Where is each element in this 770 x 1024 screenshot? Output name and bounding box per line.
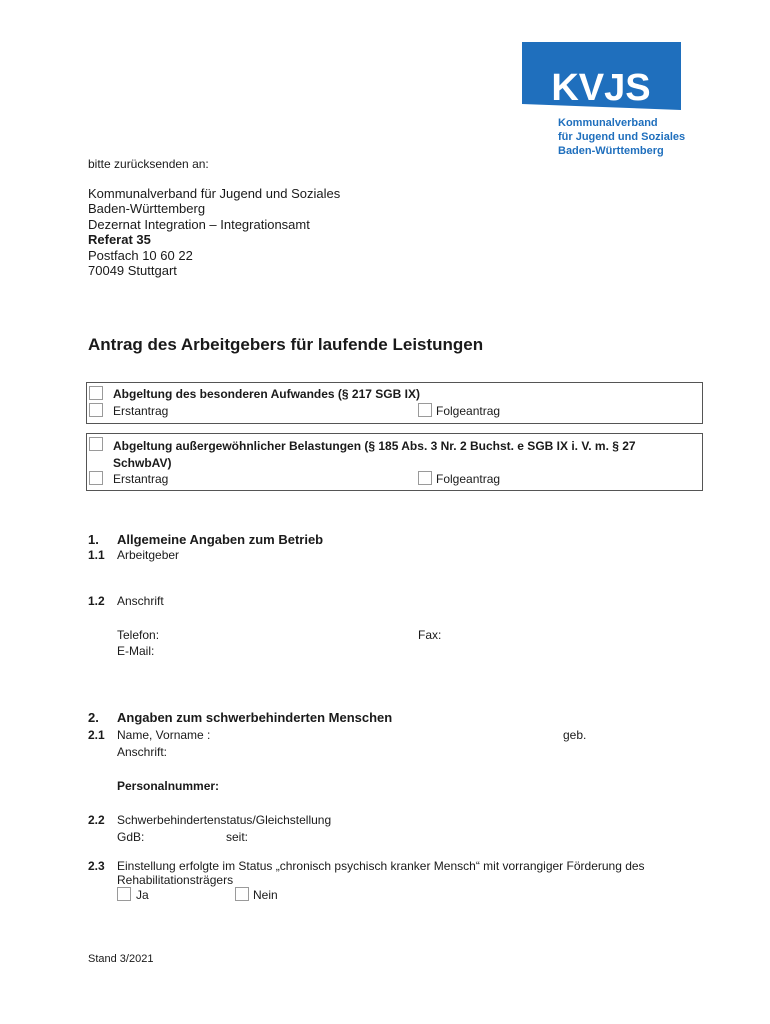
- personalnummer-label: Personalnummer:: [117, 779, 220, 793]
- address-line-3: Dezernat Integration – Integrationsamt: [88, 216, 310, 232]
- box2-folgeantrag-label: Folgeantrag: [436, 472, 501, 486]
- logo-line-2: für Jugend und Soziales: [558, 131, 686, 143]
- kvjs-logo-mark: [522, 42, 681, 110]
- address-line-6: 70049 Stuttgart: [88, 263, 177, 279]
- checkbox-ja[interactable]: [117, 887, 131, 901]
- seit-label: seit:: [226, 830, 249, 844]
- checkbox-box1-erstantrag[interactable]: [89, 403, 103, 417]
- einstellung-text-line-1: Einstellung erfolgte im Status „chronisch psychisch kranker Mensch“ mit vorrangiger Förderung des: [117, 859, 645, 873]
- address-line-1: Kommunalverband für Jugend und Soziales: [88, 186, 341, 201]
- checkbox-box2-erstantrag[interactable]: [89, 471, 103, 485]
- recipient-address: [88, 186, 488, 278]
- box1-folgeantrag-label: Folgeantrag: [436, 404, 501, 418]
- address-line-2: Baden-Württemberg: [88, 201, 206, 217]
- logo-wordmark: [558, 116, 758, 158]
- section-2-number: 2.: [88, 710, 99, 725]
- subsection-2-3-number: 2.3: [88, 859, 105, 873]
- anschrift-label: Anschrift: [117, 594, 164, 608]
- person-anschrift-label: Anschrift:: [117, 745, 168, 759]
- subsection-1-1-number: 1.1: [88, 548, 105, 562]
- page-title: Antrag des Arbeitgebers für laufende Leistungen: [88, 335, 484, 354]
- box2-erstantrag-label: Erstantrag: [113, 472, 169, 486]
- kvjs-logo: [522, 42, 681, 110]
- section-2-title: Angaben zum schwerbehinderten Menschen: [117, 710, 393, 725]
- nein-label: Nein: [253, 888, 278, 902]
- subsection-1-2-number: 1.2: [88, 594, 105, 608]
- return-label: bitte zurücksenden an:: [88, 157, 209, 171]
- ja-label: Ja: [136, 888, 149, 902]
- section-1-title: Allgemeine Angaben zum Betrieb: [117, 532, 324, 547]
- section-1-number: 1.: [88, 532, 99, 547]
- logo-mark-text: KVJS: [551, 67, 651, 109]
- name-vorname-label: Name, Vorname :: [117, 728, 211, 742]
- footer-version: Stand 3/2021: [88, 953, 154, 965]
- einstellung-text-line-2: Rehabilitationsträgers: [117, 873, 234, 887]
- geb-label: geb.: [563, 728, 587, 742]
- box2-heading-line-1: Abgeltung außergewöhnlicher Belastungen (§ 185 Abs. 3 Nr. 2 Buchst. e SGB IX i. V. m. § 27: [113, 439, 636, 453]
- logo-line-1: Kommunalverband: [558, 117, 658, 129]
- box1-erstantrag-label: Erstantrag: [113, 404, 169, 418]
- checkbox-box2-folgeantrag[interactable]: [418, 471, 432, 485]
- address-line-4: Referat 35: [88, 232, 151, 248]
- fax-label: Fax:: [418, 628, 442, 642]
- arbeitgeber-label: Arbeitgeber: [117, 548, 180, 562]
- gdb-label: GdB:: [117, 830, 145, 844]
- checkbox-nein[interactable]: [235, 887, 249, 901]
- telefon-label: Telefon:: [117, 628, 160, 642]
- checkbox-abgeltung-217[interactable]: [89, 386, 103, 400]
- subsection-2-1-number: 2.1: [88, 728, 105, 742]
- subsection-2-2-number: 2.2: [88, 813, 105, 827]
- schwerbehindertenstatus-label: Schwerbehindertenstatus/Gleichstellung: [117, 813, 332, 827]
- box2-heading-line-2: SchwbAV): [113, 456, 172, 470]
- checkbox-abgeltung-185[interactable]: [89, 437, 103, 451]
- email-label: E-Mail:: [117, 644, 155, 658]
- checkbox-box1-folgeantrag[interactable]: [418, 403, 432, 417]
- box1-heading: Abgeltung des besonderen Aufwandes (§ 217 SGB IX): [113, 387, 420, 401]
- address-line-5: Postfach 10 60 22: [88, 247, 193, 263]
- logo-line-3: Baden-Württemberg: [558, 145, 664, 157]
